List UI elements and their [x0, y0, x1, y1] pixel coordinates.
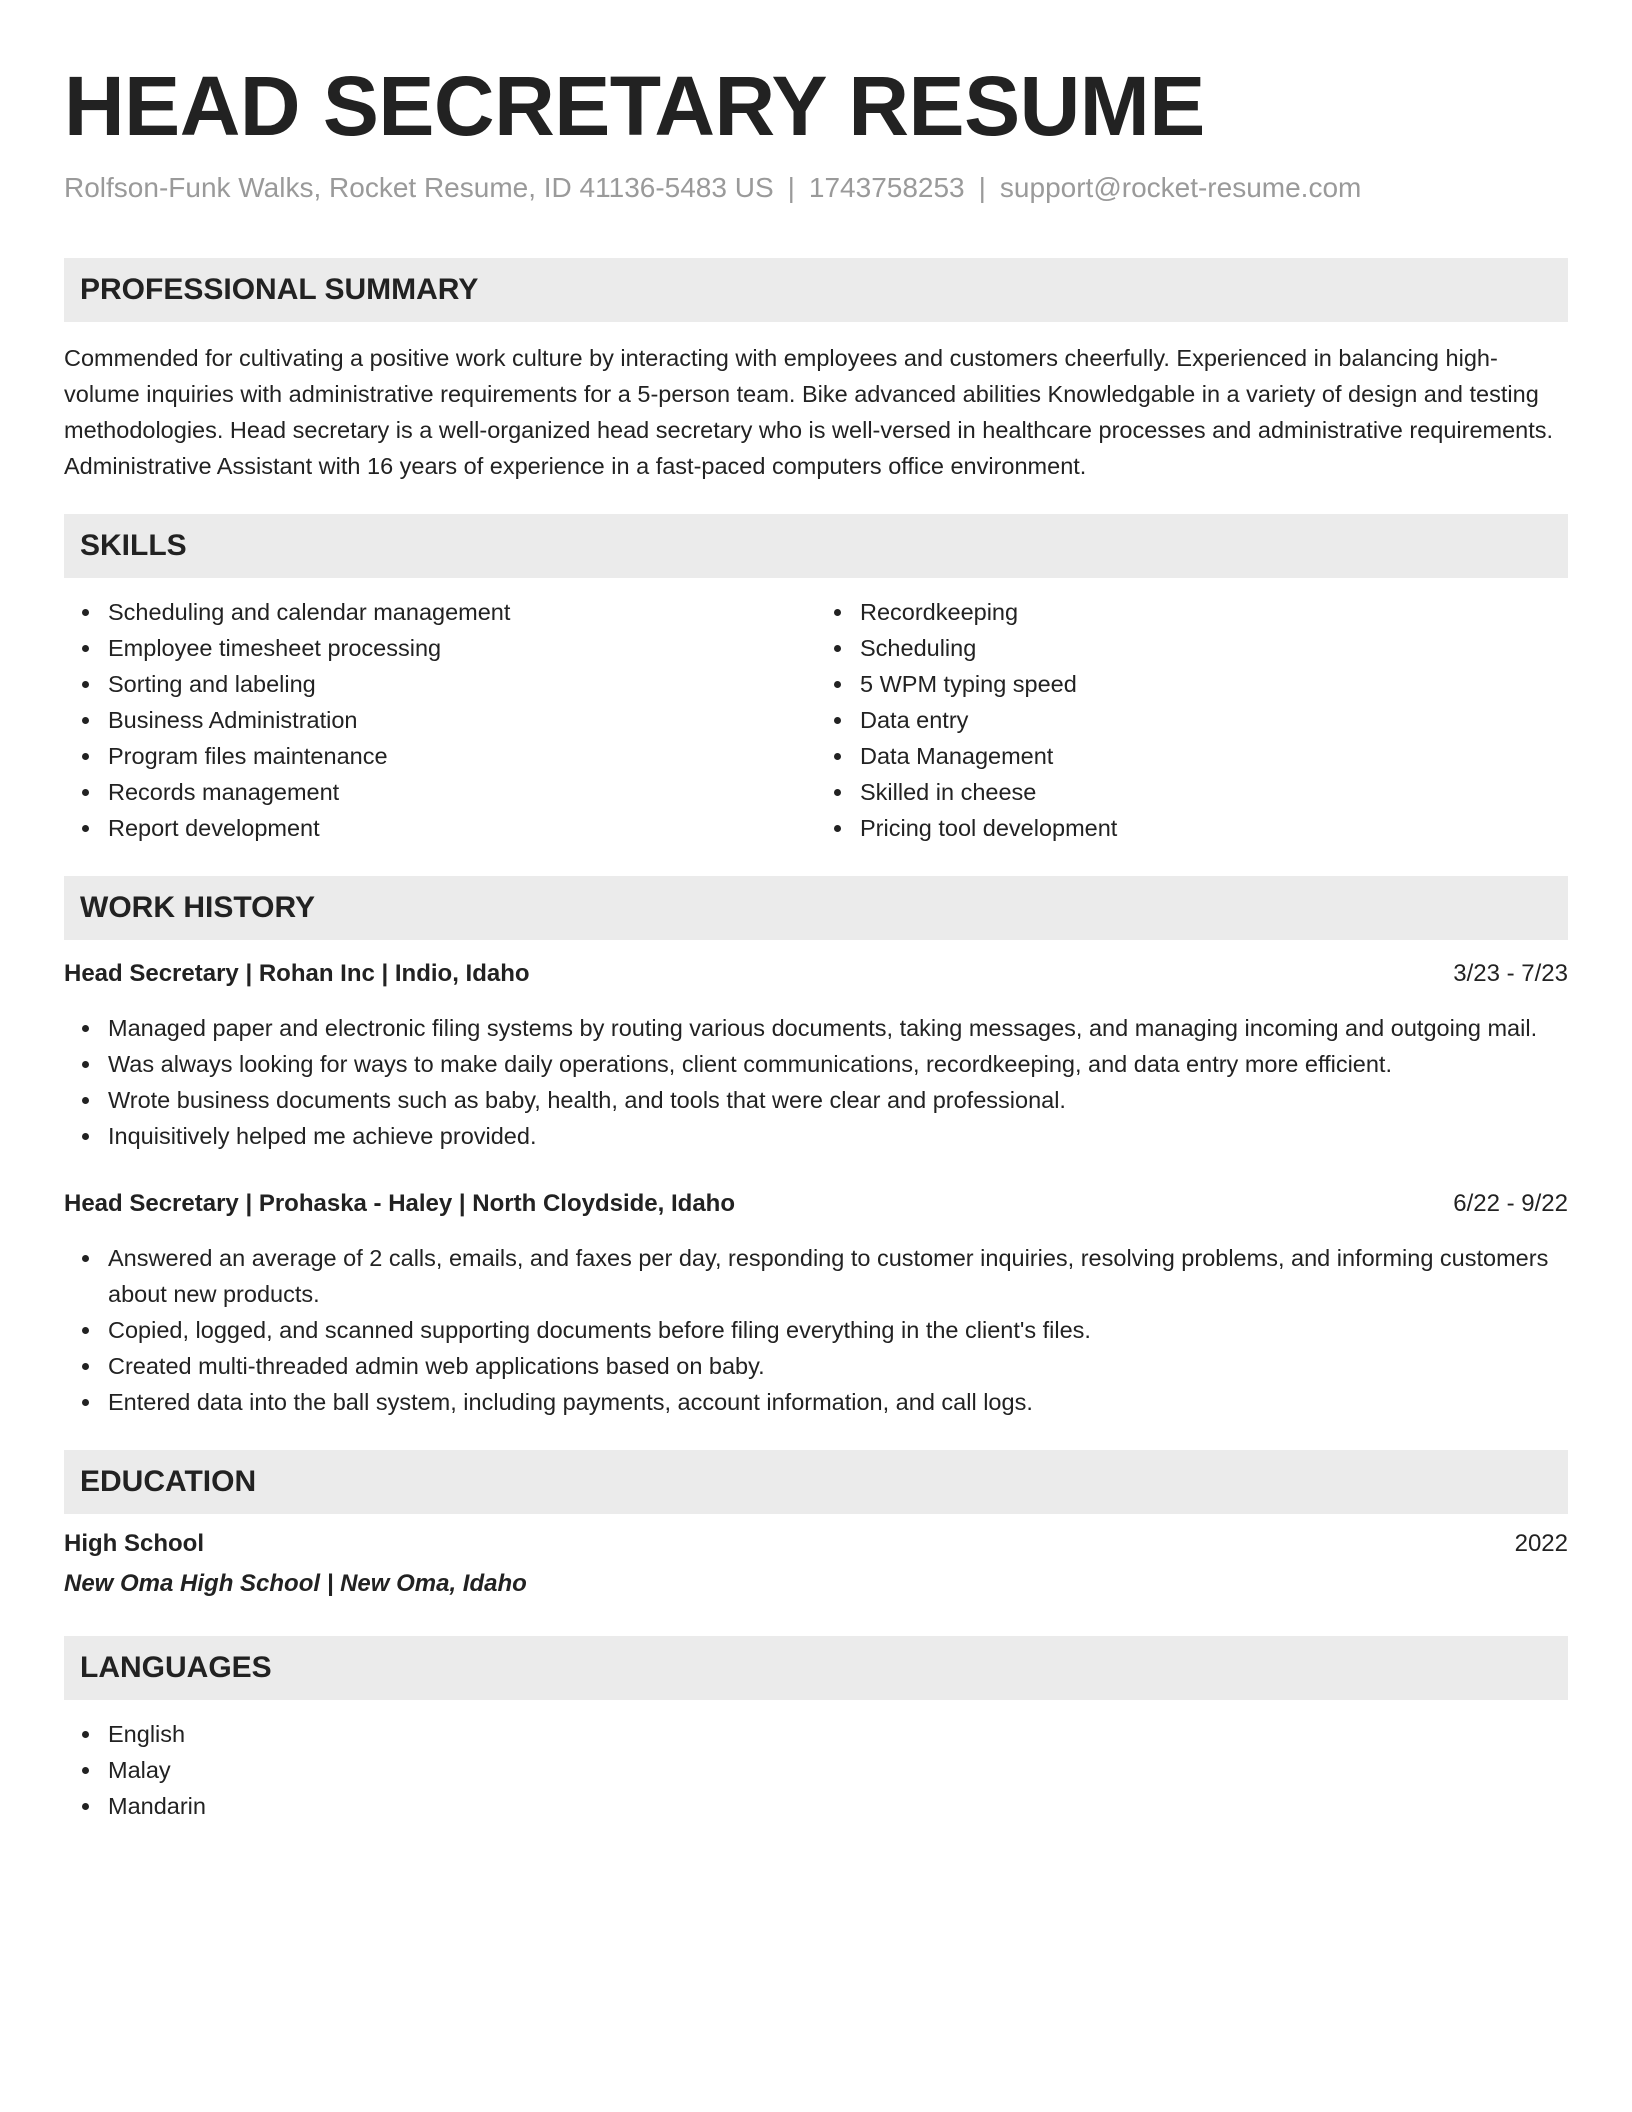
contact-separator: |	[978, 172, 986, 203]
education-degree: High School	[64, 1530, 204, 1557]
skill-item: Business Administration	[108, 702, 816, 738]
skill-item: Report development	[108, 810, 816, 846]
job-bullets	[64, 1240, 1568, 1420]
job-bullet: Inquisitively helped me achieve provided.	[108, 1118, 1568, 1154]
contact-line	[64, 170, 1568, 206]
summary-text: Commended for cultivating a positive work culture by interacting with employees and customers cheerfully. Experienced in balancing high-volume inquiries with administrative requirements for a 5-person team. Bike advanced abilities Knowledgable in a variety of design and testing methodologies. Head secretary is a well-organized head secretary who is well-versed in healthcare processes and administrative requirements. Administrative Assistant with 16 years of experience in a fast-paced computers office environment.	[64, 345, 1554, 479]
job-bullet: Copied, logged, and scanned supporting documents before filing everything in the client's files.	[108, 1312, 1568, 1348]
section-heading-languages: LANGUAGES	[64, 1636, 1568, 1700]
contact-email: support@rocket-resume.com	[999, 172, 1362, 203]
skill-item: Data entry	[860, 702, 1568, 738]
education-year: 2022	[1514, 1530, 1568, 1557]
skill-item: 5 WPM typing speed	[860, 666, 1568, 702]
job-bullet: Entered data into the ball system, including payments, account information, and call logs.	[108, 1384, 1568, 1420]
skills-column-left	[64, 594, 816, 846]
job-header	[64, 1186, 1568, 1222]
skill-item: Employee timesheet processing	[108, 630, 816, 666]
language-item: Malay	[108, 1752, 1568, 1788]
job-entry	[64, 956, 1568, 1154]
skill-item: Scheduling	[860, 630, 1568, 666]
job-dates: 6/22 - 9/22	[1453, 1190, 1568, 1217]
skill-item: Recordkeeping	[860, 594, 1568, 630]
job-bullet: Created multi-threaded admin web applications based on baby.	[108, 1348, 1568, 1384]
skill-item: Program files maintenance	[108, 738, 816, 774]
job-bullet: Wrote business documents such as baby, health, and tools that were clear and professional.	[108, 1082, 1568, 1118]
contact-phone: 1743758253	[808, 172, 965, 203]
language-item: Mandarin	[108, 1788, 1568, 1824]
skills-list	[64, 594, 1568, 846]
section-heading-summary: PROFESSIONAL SUMMARY	[64, 258, 1568, 322]
section-heading-skills: SKILLS	[64, 514, 1568, 578]
job-bullet: Answered an average of 2 calls, emails, and faxes per day, responding to customer inquiries, resolving problems, and informing customers about new products.	[108, 1240, 1568, 1312]
job-bullets	[64, 1010, 1568, 1154]
skill-item: Records management	[108, 774, 816, 810]
skill-item: Sorting and labeling	[108, 666, 816, 702]
job-bullet: Managed paper and electronic filing systems by routing various documents, taking messages, and managing incoming and outgoing mail.	[108, 1010, 1568, 1046]
languages-list	[64, 1716, 1568, 1824]
section-heading-education: EDUCATION	[64, 1450, 1568, 1514]
skill-item: Scheduling and calendar management	[108, 594, 816, 630]
skill-item: Pricing tool development	[860, 810, 1568, 846]
job-header	[64, 956, 1568, 992]
education-row	[64, 1526, 1568, 1562]
contact-address: Rolfson-Funk Walks, Rocket Resume, ID 41136-5483 US	[64, 172, 774, 203]
job-entry	[64, 1186, 1568, 1420]
skill-item: Skilled in cheese	[860, 774, 1568, 810]
education-school: New Oma High School | New Oma, Idaho	[64, 1570, 527, 1597]
job-title: Head Secretary | Rohan Inc | Indio, Idaho	[64, 960, 530, 987]
skill-item: Data Management	[860, 738, 1568, 774]
job-bullet: Was always looking for ways to make daily operations, client communications, recordkeeping, and data entry more efficient.	[108, 1046, 1568, 1082]
language-item: English	[108, 1716, 1568, 1752]
job-title: Head Secretary | Prohaska - Haley | North Cloydside, Idaho	[64, 1190, 735, 1217]
page-title: HEAD SECRETARY RESUME	[64, 59, 1205, 153]
section-heading-work-history: WORK HISTORY	[64, 876, 1568, 940]
job-dates: 3/23 - 7/23	[1453, 960, 1568, 987]
skills-column-right	[816, 594, 1568, 846]
contact-separator: |	[787, 172, 795, 203]
